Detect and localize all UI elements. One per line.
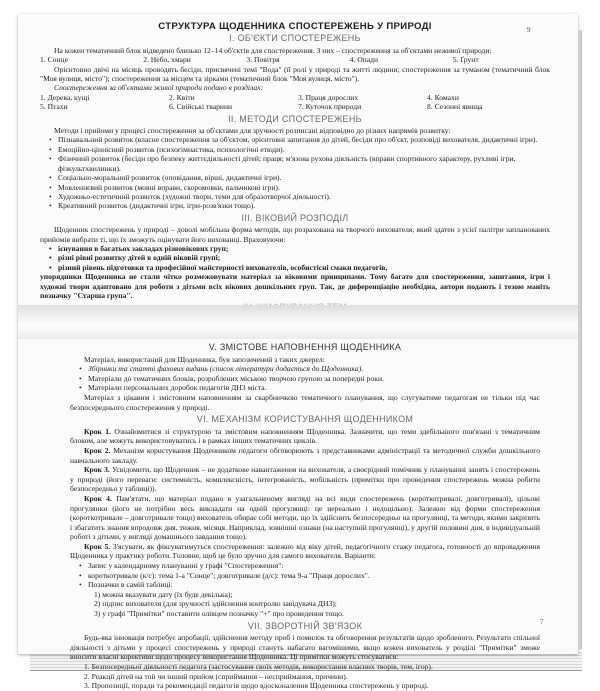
object-item: 3. Повітря	[246, 55, 280, 65]
step-2	[70, 446, 540, 465]
object-item: 4. Комахи	[427, 92, 459, 102]
object-item: 2. Небо, хмари	[143, 55, 191, 65]
object-item: 7. Куточок природи	[298, 102, 362, 112]
variants-list	[70, 561, 540, 590]
age-list	[40, 244, 550, 272]
step-label: Крок 3.	[84, 465, 110, 475]
content-item: • Матеріали персональних доробок педагогів ДНЗ міста.	[88, 383, 540, 393]
content-item: • Збірники та статті фахових видань (список літератури додається до Щоденника).	[88, 364, 540, 374]
object-item: 4. Опади	[349, 55, 379, 65]
step-label: Крок 1.	[84, 426, 111, 436]
step-label: Крок 2.	[84, 445, 111, 455]
variant-item: • Позначки в самій таблиці:	[88, 580, 540, 590]
section-heading-objects: І. ОБ'ЄКТИ СПОСТЕРЕЖЕНЬ	[229, 33, 361, 44]
method-item: • Пізнавальний розвиток (власне спостереження за об'єктом, орієнтовні запитання до дітей, бесіди про об'єкт, розповіді вихователя, дидактичні ігри).	[58, 135, 550, 144]
methods-list	[40, 135, 550, 210]
page-number-top: 9	[527, 26, 531, 34]
objects-row-nonliving	[40, 55, 550, 64]
feedback-item: 2. Реакції дітей на той чи інший прийом (сприймання – несприймання, причини).	[84, 671, 348, 681]
section-heading-feedback: VІІ. ЗВОРОТНІЙ ЗВ'ЯЗОК	[247, 620, 363, 631]
step-4	[70, 494, 540, 542]
step-text: Ознайомитися зі структурою та змістовим наповненням Щоденника. Зазначити, що теми здебільшого пов'язані з тематичним блоком, але можуть використовуватись і в рамках інших тематичних циклів.	[70, 426, 540, 446]
step-text: Механізм користування Щоденником педагоги обговорюють з представниками адміністрації та методичної служби дошкільного навчального закладу.	[70, 445, 540, 465]
feedback-paragraph: Будь-яка інновація потребує апробації, здійснення методу проб і помилок та обговорення результатів щодо зробленого. Результати спільної діяльності з дітьми у процесі спостережень у природі стануть набагато вагомішими, якщо кожен вихователь у розділі "Примітки" зможе вносити власні корективи щодо процесу використання Щоденника. Ці примітки можуть стосуватися:	[70, 633, 540, 662]
method-item: • Фізичний розвиток (бесіди про безпеку життєдіяльності дітей; праця; м'язова рухова діяльність (вправи спортивного характеру, рухливі ігри, фізкультхвилинки).	[58, 154, 550, 173]
objects-living-intro: Спостереження за об'єктами живої природи подано в розділах:	[54, 83, 264, 93]
mark-item: 2) підпис вихователя (для зручності здійснення контролю завідувача ДНЗ);	[94, 599, 337, 609]
step-label: Крок 5.	[84, 541, 111, 551]
step-text: Пам'ятати, що матеріал подано в узагальненому вигляді на всі види спостережень (короткотривалі, довготривалі), цільові прогулянки (його не потрібно весь викладати на одній прогулянці: це нереально і недоцільно). Залежно від форми спостереження (короткотривале – довготривале тощо) вихователь обирає собі методи, що їх здійснить безпосередньо на прогулянці, та методи, якими закріпить і збагатить знання впродовж дня, тижня, місяця. Наприклад, зовнішні ознаки (на наступній прогулянці), у другій половині дня, в індивідуальній роботі з дітьми, у вигляді домашнього завдання тощо).	[70, 493, 540, 542]
object-item: 3. Праця дорослих	[298, 92, 359, 102]
method-item: • Соціально-моральний розвиток (оповідання, вірші, дидактичні ігри).	[58, 173, 550, 182]
mark-item: 3) у графі "Примітки" поставити олівцем позначку "+" про проведення тощо.	[94, 609, 344, 619]
step-label: Крок 4.	[84, 493, 112, 503]
section-heading-methods: ІІ. МЕТОДИ СПОСТЕРЕЖЕНЬ	[228, 113, 362, 124]
content-list	[70, 364, 540, 393]
age-item: • різний рівень підготовки та професійної майстерності вихователів, особистісні смаки педагогів,	[58, 263, 550, 272]
objects-row-living-1	[40, 93, 550, 102]
age-tail: упорядники Щоденника не стали чітко розмежовувати матеріал за віковими принципами. Тому багато для спостереження, запитання, ігри і художні твори адаптовано для роботи з дітьми всіх вікових дошкільних груп. Так, де диференціацію необхідна, автори подають і тезою маніть позначку "Старша група".	[40, 272, 550, 300]
variant-item: • Запис у календарному плануванні у графі "Спостереження":	[88, 561, 540, 571]
marks-list	[70, 590, 540, 619]
objects-row-living-2	[40, 102, 550, 111]
objects-intro: На кожен тематичний блок відведено близько 12–14 об'єктів для спостереження. З них – спостереження за об'єктами неживої природи:	[54, 45, 492, 55]
step-text: З'ясувати, як фіксуватимуться спостереження: залежно від віку дітей, педагогічного стажу педагога, готовності до впровадження Щоденника у практику роботи. Головне, щоб це було зручно для самого вихователя. Варіанти:	[70, 541, 541, 561]
lower-page-content	[70, 340, 540, 691]
section-heading-content: V. ЗМІСТОВЕ НАПОВНЕННЯ ЩОДЕННИКА	[208, 342, 402, 352]
page-number-bottom: 7	[540, 618, 544, 626]
object-item: 8. Сезонні явища	[427, 102, 483, 112]
object-item: 1. Дерева, кущі	[40, 92, 90, 102]
object-item: 5. Птахи	[40, 102, 68, 112]
age-item: • різні рівні розвитку дітей в одній віковій групі;	[58, 253, 550, 262]
object-item: 6. Свійські тварини	[169, 102, 233, 112]
step-3	[70, 465, 540, 494]
section-heading-mechanism: VІ. МЕХАНІЗМ КОРИСТУВАННЯ ЩОДЕННИКОМ	[196, 414, 414, 425]
content-item: • Матеріали до тематичних блоків, розроблених міською творчою групою за попередні роки.	[88, 374, 540, 384]
variant-item: • короткотривале (к/с): тема 1-а "Сонце"; довготривале (д/с): тема 9-а "Праця дорослих".	[88, 571, 540, 581]
mark-item: 1) можна вказувати дату (їх буде декілька);	[94, 589, 233, 599]
method-item: • Художньо-естетичний розвиток (художні твори, теми для образотворчої діяльності).	[58, 192, 550, 201]
feedback-item: 1. Безпосередньої діяльності педагога (застосування своїх методів, використання власних творів, тем, ігор).	[84, 662, 433, 671]
step-1	[70, 427, 540, 446]
age-item: • ієнування в багатьох закладах різновікових груп;	[58, 244, 550, 253]
step-5	[70, 542, 540, 561]
age-paragraph: Щоденник спостережень у природі – доволі мобільна форма методів, що розрахована на творчого вихователя, який здатен з усієї палітри запланованих прийомів вибрати ті, що їх зможуть оцінувати його вихованці. Враховуючи:	[40, 225, 550, 244]
object-item: 1. Сонце	[40, 55, 68, 65]
object-item: 2. Квіти	[169, 92, 195, 102]
objects-paragraph: Орієнтовно двічі на місяць проводять бесіди, присвячені темі "Вода" (її ролі у природі та житті людини; спостереження за туманом (тематичний блок "Моя вулиця, місто"); спостереження за місцем та зірками (тематичний блок "Моя вулиця, місто").	[40, 64, 550, 84]
method-item: • Мовленнєвий розвиток (мовні вправи, скоромовки, пальчикові ігри).	[58, 183, 550, 192]
section-heading-age: ІІІ. ВІКОВИЙ РОЗПОДІЛ	[241, 212, 349, 223]
object-item: 5. Ґрунт	[452, 55, 479, 65]
methods-intro: Методи і прийоми у процесі спостереження за об'єктами для зручності розписані відповідно до різних напрямів розвитку:	[54, 126, 451, 136]
feedback-item: 3. Пропозиції, поради та рекомендації педагогів щодо вдосконалення Щоденника спостережень у природі.	[84, 681, 429, 691]
method-item: • Креативний розвиток (дидактичні ігри, ігри-розв'язки тощо).	[58, 201, 550, 210]
method-item: • Емоційно-ціннісний розвиток (психогімнастика, психологічні етюди).	[58, 145, 550, 154]
step-text: Усвідомити, що Щоденник – не додаткове навантаження на вихователя, а своєрідний помічник у плануванні занять і спостережень у природі (його переваги: системність, комплексність, інтегрованість, мобільність (приміткн про проведення спостережень можна робити безпосередньо у таблиці)).	[70, 465, 541, 494]
upper-page-content	[40, 22, 550, 315]
page-title: СТРУКТУРА ЩОДЕННИКА СПОСТЕРЕЖЕНЬ У ПРИРОДІ	[158, 21, 432, 32]
page-curl	[18, 305, 578, 339]
content-tail: Матеріал з цікавим і змістовним наповненням за скарбничкою тематичного планування, що слугуватиме педагогам не тільки під час безпосереднього спостереження у природі.	[70, 392, 540, 412]
content-intro: Матеріал, використаний для Щоденника, був запозичений з таких джерел:	[84, 354, 325, 364]
